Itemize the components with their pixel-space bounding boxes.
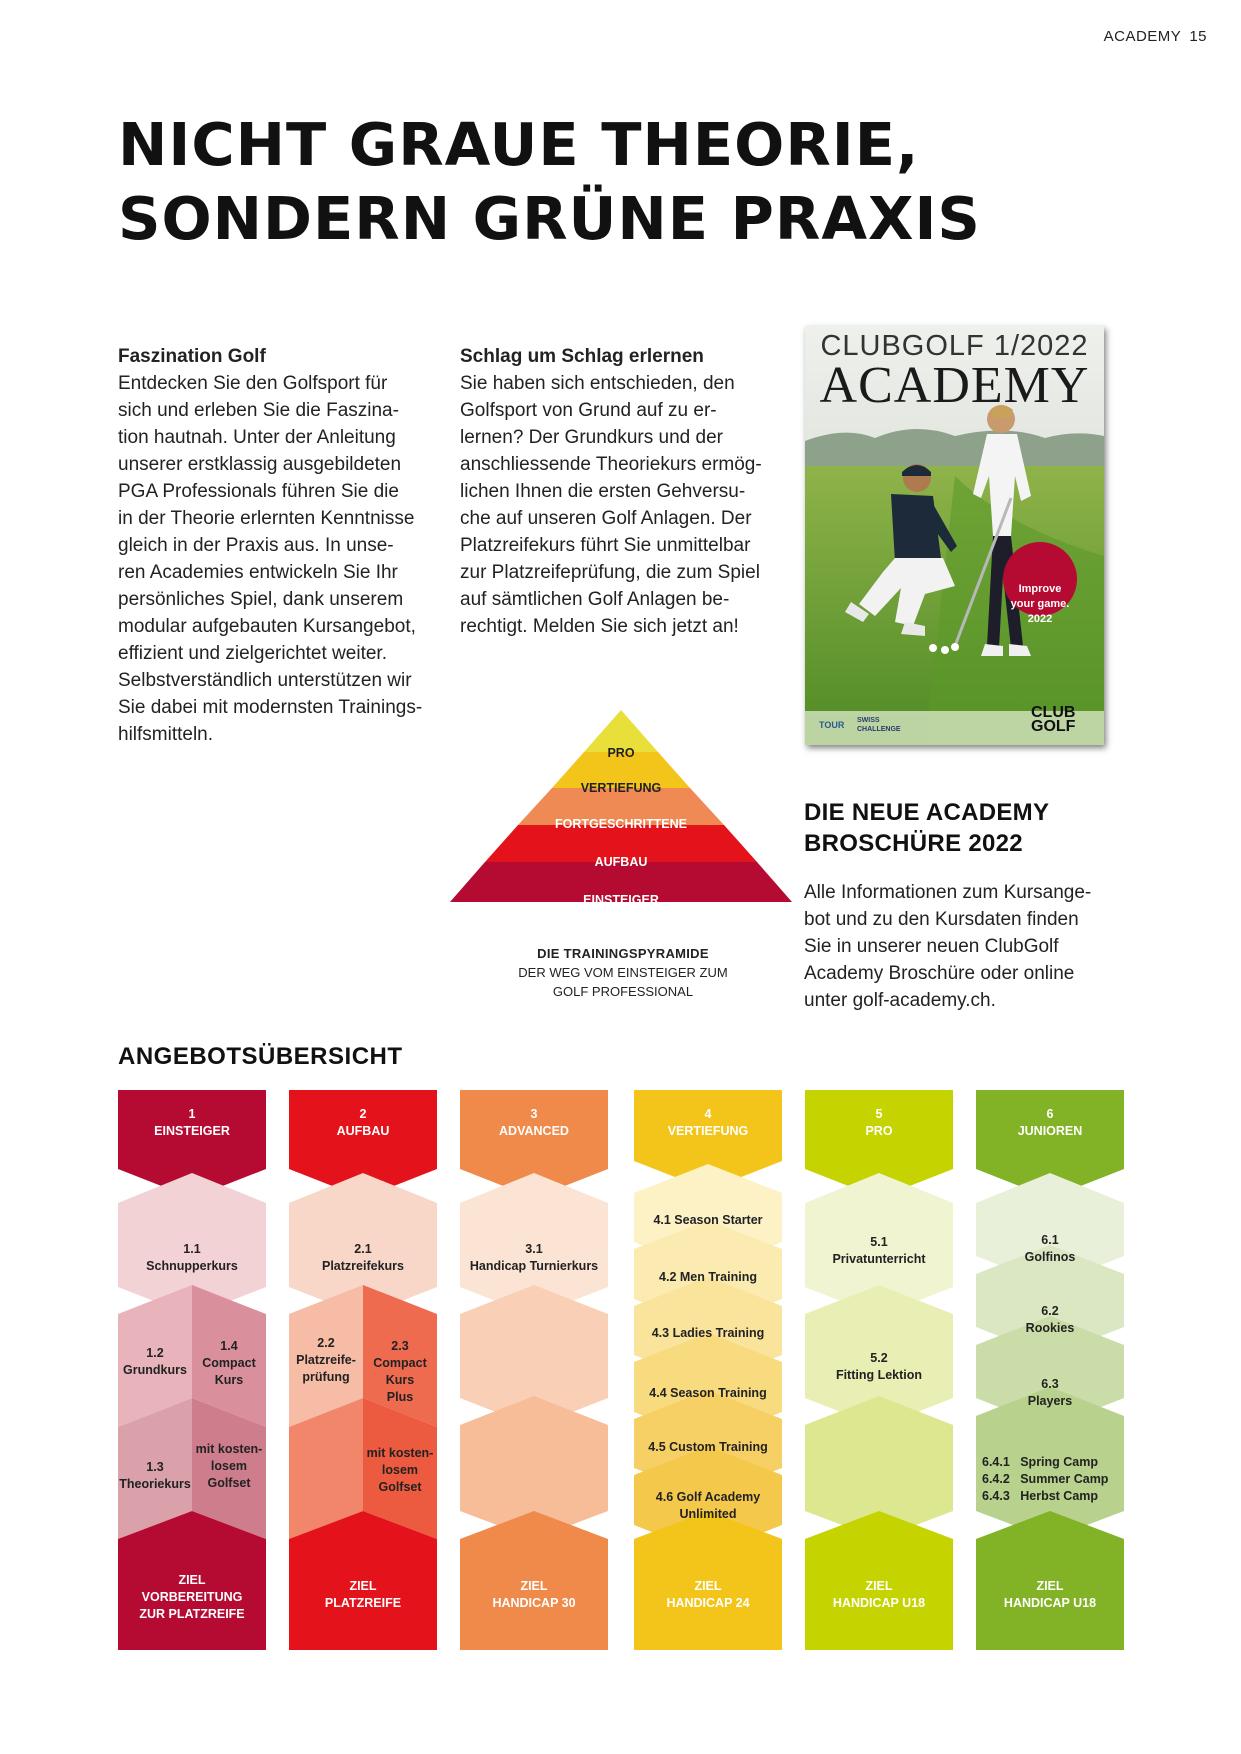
pyramid-label-fortgeschrittene: FORTGESCHRITTENE xyxy=(555,817,687,831)
column-header-einsteiger: 1 EINSTEIGER xyxy=(154,1107,230,1138)
module-1-3: 1.3 Theoriekurs xyxy=(119,1460,191,1491)
intro-line: auf sämtlichen Golf Anlagen be- xyxy=(460,589,730,610)
intro-line: zur Platzreifeprüfung, die zum Spiel xyxy=(460,562,760,583)
cover-badge-text: Improve your game. 2022 xyxy=(1010,583,1070,625)
intro-line: che auf unseren Golf Anlagen. Der xyxy=(460,508,752,529)
module-5-1: 5.1 Privatunterricht xyxy=(832,1235,926,1266)
intro-line: ren Academies entwickeln Sie Ihr xyxy=(118,562,398,583)
pyramid-label-aufbau: AUFBAU xyxy=(594,855,648,869)
module-4-5: 4.5 Custom Training xyxy=(648,1439,768,1454)
intro-line: PGA Professionals führen Sie die xyxy=(118,481,399,502)
goal-aufbau: ZIEL PLATZREIFE xyxy=(324,1579,402,1610)
intro-line: rechtigt. Melden Sie sich jetzt an! xyxy=(460,616,739,637)
module-6-4: 6.4.1 Spring Camp 6.4.2 Summer Camp 6.4.3 Herbst Camp xyxy=(982,1454,1109,1503)
intro-line: Platzreifekurs führt Sie unmittelbar xyxy=(460,535,751,556)
intro-line: Entdecken Sie den Golfsport für xyxy=(118,373,388,394)
goal-pro: ZIEL HANDICAP U18 xyxy=(832,1579,926,1610)
intro-line: lichen Ihnen die ersten Gehversu- xyxy=(460,481,746,502)
column-header-junioren: 6 JUNIOREN xyxy=(1017,1107,1083,1138)
module-4-1: 4.1 Season Starter xyxy=(653,1212,763,1227)
module-2-2: 2.2 Platzreife- prüfung xyxy=(296,1335,356,1384)
intro-line: modular aufgebauten Kursangebot, xyxy=(118,616,416,637)
brochure-heading: DIE NEUE ACADEMY BROSCHÜRE 2022 xyxy=(804,799,1050,857)
module-1-2: 1.2 Grundkurs xyxy=(123,1346,187,1377)
intro-line: Selbstverständlich unterstützen wir xyxy=(118,670,412,691)
intro-line: lernen? Der Grundkurs und der xyxy=(460,427,723,448)
section-label: ACADEMY xyxy=(1103,28,1182,45)
intro-line: Golfsport von Grund auf zu er- xyxy=(460,400,717,421)
intro-line: effizient und zielgerichtet weiter. xyxy=(118,643,387,664)
pyramid-caption-line: GOLF PROFESSIONAL xyxy=(552,984,694,999)
pyramid-label-einsteiger: EINSTEIGER xyxy=(583,893,659,907)
page-number: 15 xyxy=(1189,28,1207,45)
cover-issue: CLUBGOLF 1/2022 xyxy=(820,330,1089,362)
cover-title: ACADEMY xyxy=(819,357,1090,414)
intro-line: gleich in der Praxis aus. In unse- xyxy=(118,535,394,556)
intro-heading: Faszination Golf xyxy=(118,346,266,367)
module-4-6: 4.6 Golf Academy Unlimited xyxy=(655,1490,761,1521)
module-6-1: 6.1 Golfinos xyxy=(1024,1233,1076,1264)
brochure-line: Academy Broschüre oder online xyxy=(804,963,1075,984)
goal-vertiefung: ZIEL HANDICAP 24 xyxy=(666,1579,750,1610)
cover-sponsor-tour: TOUR xyxy=(819,720,845,730)
overview-column-advanced xyxy=(460,1090,608,1650)
brochure-line: Sie in unserer neuen ClubGolf xyxy=(804,936,1059,957)
module-6-2: 6.2 Rookies xyxy=(1025,1304,1075,1335)
column-header-pro: 5 PRO xyxy=(865,1107,893,1138)
intro-line: Sie dabei mit modernsten Trainings- xyxy=(118,697,423,718)
intro-line: persönliches Spiel, dank unserem xyxy=(118,589,404,610)
overview-title: ANGEBOTSÜBERSICHT xyxy=(118,1043,403,1070)
intro-line: anschliessende Theoriekurs ermög- xyxy=(460,454,762,475)
module-2-golfset: mit kosten- losem Golfset xyxy=(366,1445,434,1494)
overview-column-junioren xyxy=(976,1090,1124,1650)
pyramid-caption-title: DIE TRAININGSPYRAMIDE xyxy=(537,946,709,961)
column-header-aufbau: 2 AUFBAU xyxy=(336,1107,390,1138)
brochure-line: bot und zu den Kursdaten finden xyxy=(804,909,1079,930)
column-header-vertiefung: 4 VERTIEFUNG xyxy=(667,1107,749,1138)
module-2-1: 2.1 Platzreifekurs xyxy=(322,1242,404,1273)
module-3-1: 3.1 Handicap Turnierkurs xyxy=(469,1242,599,1273)
module-6-3: 6.3 Players xyxy=(1027,1377,1073,1408)
goal-junioren: ZIEL HANDICAP U18 xyxy=(1003,1579,1097,1610)
module-2-3: 2.3 Compact Kurs Plus xyxy=(373,1339,427,1404)
pyramid-caption-line: DER WEG VOM EINSTEIGER ZUM xyxy=(518,965,728,980)
module-4-2: 4.2 Men Training xyxy=(659,1269,757,1284)
intro-line: sich und erleben Sie die Faszina- xyxy=(118,400,399,421)
module-4-3: 4.3 Ladies Training xyxy=(651,1325,765,1340)
cover-sponsor-swiss: SWISS CHALLENGE xyxy=(857,717,901,733)
intro-line: hilfsmitteln. xyxy=(118,724,214,745)
column-header-advanced: 3 ADVANCED xyxy=(499,1107,569,1138)
title-line-1: NICHT GRAUE THEORIE, xyxy=(118,110,920,179)
module-1-1: 1.1 Schnupperkurs xyxy=(146,1242,238,1273)
module-1-golfset: mit kosten- losem Golfset xyxy=(195,1441,263,1490)
module-4-4: 4.4 Season Training xyxy=(649,1385,767,1400)
module-1-4: 1.4 Compact Kurs xyxy=(202,1338,256,1387)
cover-clubgolf-logo: CLUB GOLF xyxy=(1031,704,1076,735)
intro-heading: Schlag um Schlag erlernen xyxy=(460,346,704,367)
intro-line: Sie haben sich entschieden, den xyxy=(460,373,735,394)
title-line-2: SONDERN GRÜNE PRAXIS xyxy=(118,184,981,253)
brochure-line: Alle Informationen zum Kursange- xyxy=(804,882,1092,903)
brochure-line: unter golf-academy.ch. xyxy=(804,990,996,1011)
pyramid-label-pro: PRO xyxy=(607,746,635,760)
goal-advanced: ZIEL HANDICAP 30 xyxy=(492,1579,576,1610)
intro-line: unserer erstklassig ausgebildeten xyxy=(118,454,402,475)
intro-line: tion hautnah. Unter der Anleitung xyxy=(118,427,396,448)
overview-column-vertiefung xyxy=(634,1090,782,1650)
intro-line: in der Theorie erlernten Kenntnisse xyxy=(118,508,415,529)
pyramid-label-vertiefung: VERTIEFUNG xyxy=(580,781,662,795)
module-5-2: 5.2 Fitting Lektion xyxy=(835,1351,923,1382)
goal-einsteiger: ZIEL VORBEREITUNG ZUR PLATZREIFE xyxy=(139,1572,245,1621)
